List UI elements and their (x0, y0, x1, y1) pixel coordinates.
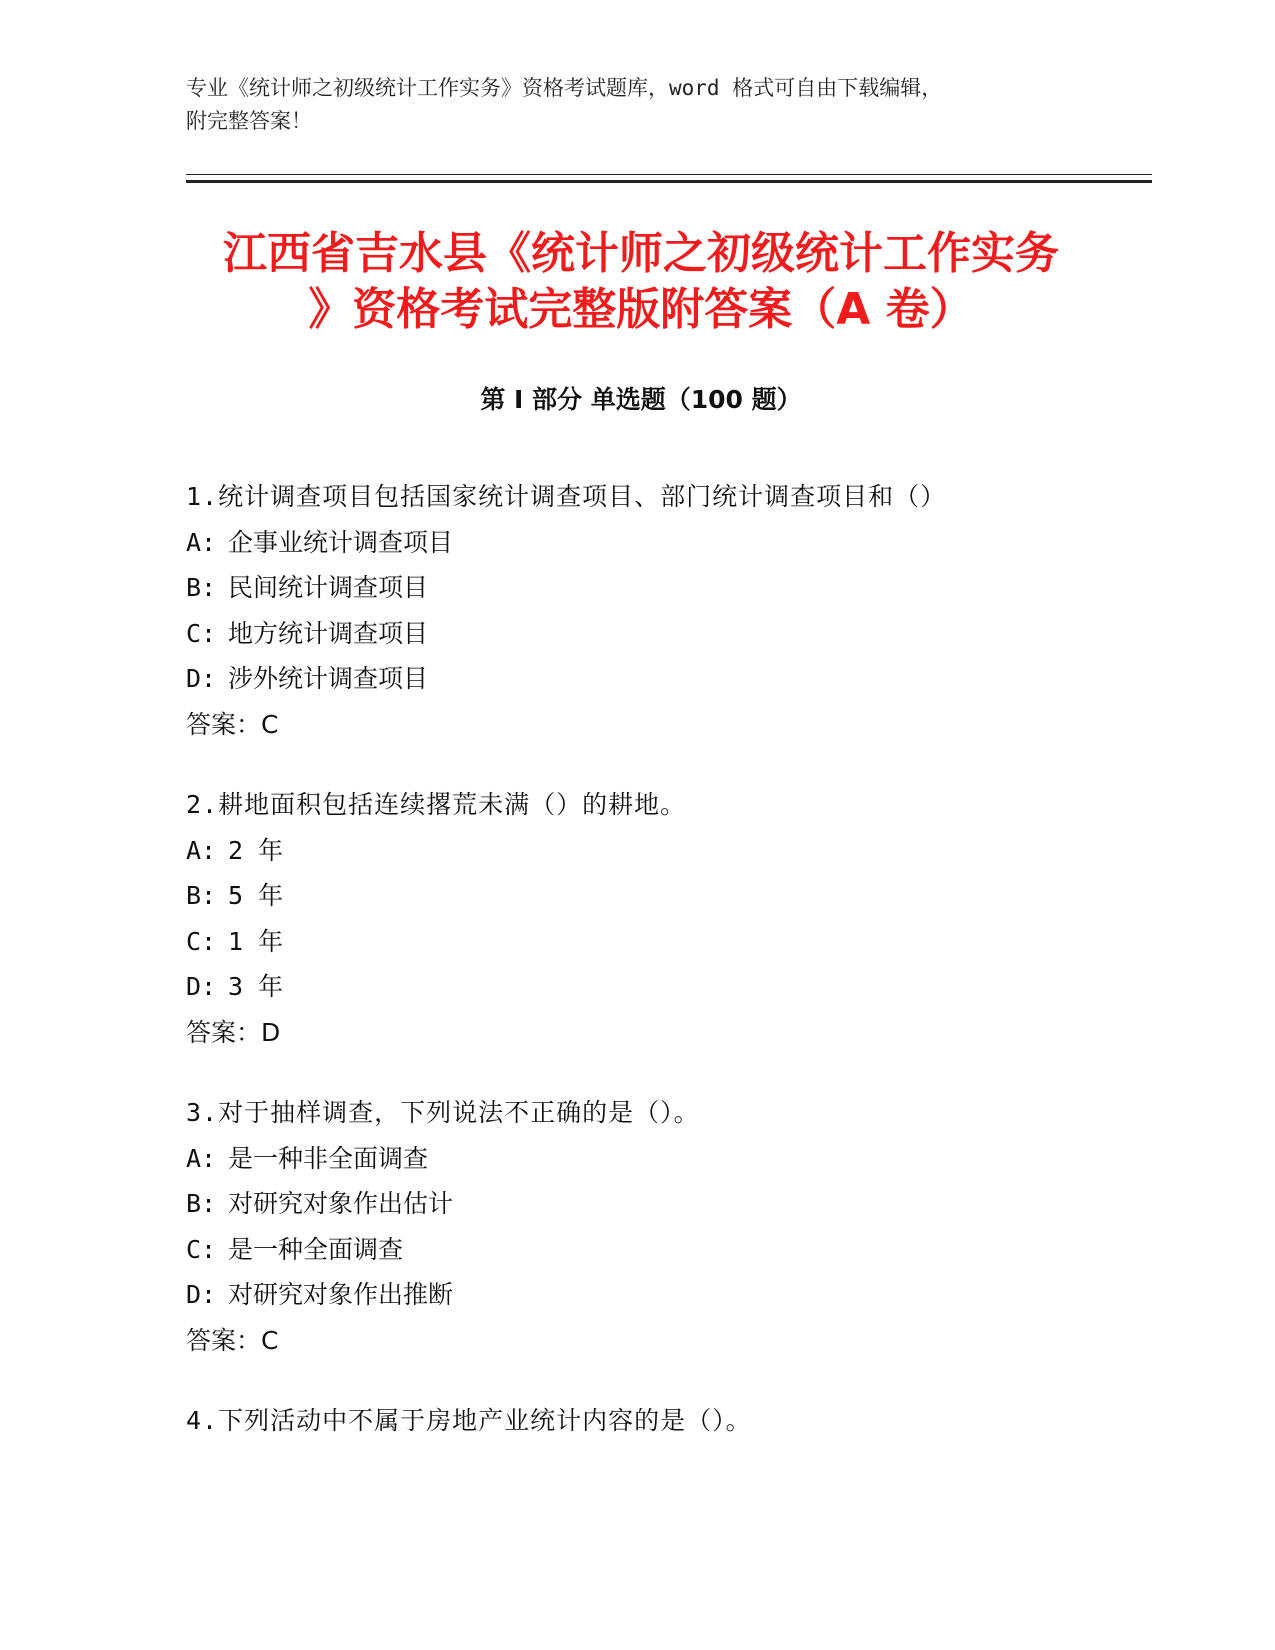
option-c (186, 919, 1146, 965)
option-key: D: (186, 664, 217, 693)
option-key: B: (186, 881, 217, 910)
option-text: 对研究对象作出估计 (228, 1189, 454, 1218)
option-text: 3 年 (228, 972, 284, 1001)
option-d (186, 656, 1146, 702)
document-title-line-1: 江西省吉水县《统计师之初级统计工作实务 (223, 228, 1059, 279)
option-c (186, 611, 1146, 657)
option-key: D: (186, 972, 217, 1001)
question-2 (186, 782, 1146, 1055)
option-key: D: (186, 1280, 217, 1309)
option-text: 1 年 (228, 926, 284, 956)
option-b (186, 565, 1146, 611)
option-text: 涉外统计调查项目 (228, 664, 429, 693)
header-note (186, 72, 1106, 138)
option-key: C: (186, 926, 217, 956)
question-stem: 1.统计调查项目包括国家统计调查项目、部门统计调查项目和（） (186, 482, 947, 511)
header-note-line-1: 专业《统计师之初级统计工作实务》资格考试题库，word 格式可自由下载编辑， (186, 76, 943, 100)
option-text: 是一种全面调查 (228, 1234, 404, 1264)
question-stem: 2.耕地面积包括连续撂荒未满（）的耕地。 (186, 790, 687, 819)
question-1 (186, 474, 1146, 747)
option-text: 地方统计调查项目 (228, 618, 429, 648)
option-b (186, 1181, 1146, 1227)
option-d (186, 964, 1146, 1010)
option-key: A: (186, 835, 217, 865)
option-text: 2 年 (228, 835, 284, 865)
header-note-line-2: 附完整答案！ (186, 109, 312, 133)
option-c (186, 1227, 1146, 1273)
option-key: C: (186, 618, 217, 648)
answer: 答案：C (186, 709, 279, 739)
option-a (186, 828, 1146, 874)
option-text: 企事业统计调查项目 (228, 527, 454, 557)
question-stem: 4.下列活动中不属于房地产业统计内容的是（）。 (186, 1406, 752, 1435)
document-title-line-2: 》资格考试完整版附答案（A 卷） (308, 284, 974, 335)
option-key: A: (186, 527, 217, 557)
option-key: C: (186, 1234, 217, 1264)
option-a (186, 1136, 1146, 1182)
section-title: 第 I 部分 单选题（100 题） (480, 385, 802, 414)
question-4 (186, 1398, 1146, 1444)
answer: 答案：C (186, 1325, 279, 1355)
option-text: 民间统计调查项目 (228, 573, 429, 602)
option-a (186, 520, 1146, 566)
option-text: 是一种非全面调查 (228, 1143, 429, 1173)
question-list (186, 474, 1146, 1479)
option-b (186, 873, 1146, 919)
option-text: 对研究对象作出推断 (228, 1280, 454, 1309)
question-stem: 3.对于抽样调查，下列说法不正确的是（）。 (186, 1098, 700, 1127)
option-key: B: (186, 573, 217, 602)
option-key: A: (186, 1143, 217, 1173)
question-3 (186, 1090, 1146, 1363)
header-divider-thin (186, 174, 1152, 175)
option-key: B: (186, 1189, 217, 1218)
document-title (186, 226, 1096, 338)
option-text: 5 年 (228, 881, 284, 910)
answer: 答案：D (186, 1017, 281, 1047)
header-divider-thick (186, 180, 1152, 183)
option-d (186, 1272, 1146, 1318)
